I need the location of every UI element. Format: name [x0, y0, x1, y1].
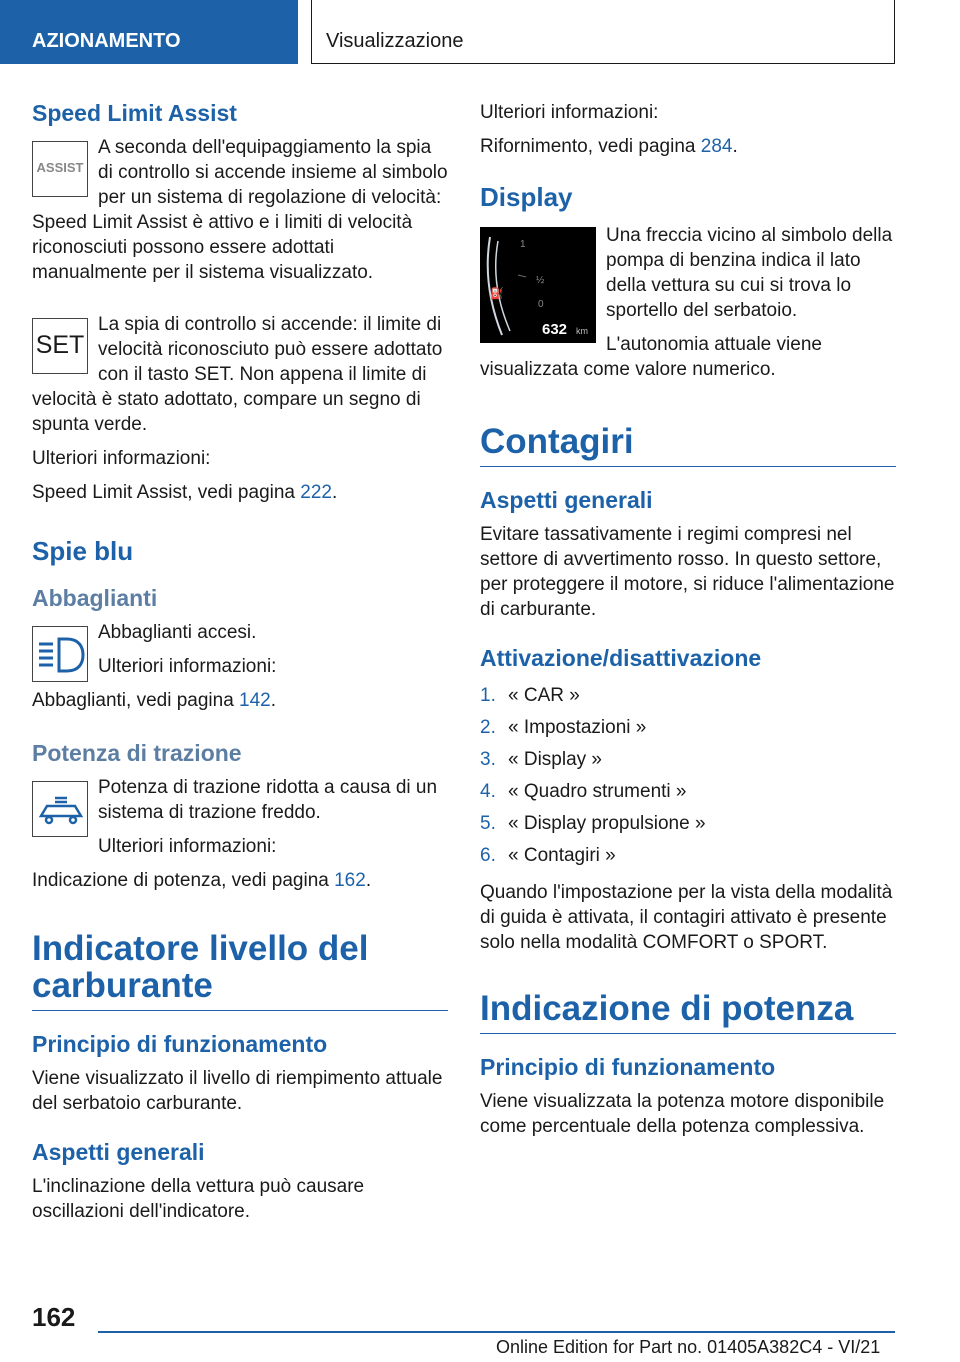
range-unit: km	[576, 326, 588, 336]
fuel-principio-text: Viene visualizzato il livello di riempimento attuale del serbatoio carburante.	[32, 1068, 443, 1114]
display-heading: Display	[480, 182, 573, 212]
abbaglianti-text: Abbaglianti accesi.	[98, 622, 257, 643]
page-number: 162	[32, 1302, 76, 1332]
set-icon	[32, 318, 88, 374]
abbaglianti-more: Ulteriori informazioni:	[98, 656, 277, 677]
fuel-principio-heading: Principio di funzionamento	[32, 1031, 328, 1057]
list-item: 2. « Impostazioni »	[480, 717, 647, 738]
potenza-trazione-ref: Indicazione di potenza, vedi pagina 162.	[32, 870, 372, 891]
section-title: Visualizzazione	[311, 0, 895, 64]
assist-icon	[32, 141, 88, 197]
gauge-tick-1: 1	[520, 239, 526, 250]
potenza-trazione-more: Ulteriori informazioni:	[98, 836, 277, 857]
set-icon-label: SET	[35, 331, 85, 359]
attivazione-heading: Attivazione/disattivazione	[480, 645, 762, 671]
abbaglianti-heading: Abbaglianti	[32, 585, 158, 611]
list-item: 4. « Quadro strumenti »	[480, 781, 687, 802]
fuel-aspetti-text: L'inclinazione della vettura può causare oscillazioni dell'indicatore.	[32, 1176, 365, 1222]
contagiri-note: Quando l'impostazione per la vista della modalità di guida è attivata, il contagiri attivato è presente solo nella modalità COMFORT o SPORT.	[480, 882, 893, 953]
gauge-tick-0: 0	[538, 299, 544, 310]
gauge-tick-half: ½	[536, 275, 545, 286]
page-link-284[interactable]: 284	[700, 136, 733, 157]
page-link-142[interactable]: 142	[239, 690, 271, 711]
list-item: 1. « CAR »	[480, 685, 580, 706]
assist-icon-label: ASSIST	[36, 160, 84, 175]
left-column	[32, 100, 448, 1233]
page-link-222[interactable]: 222	[300, 482, 332, 503]
fuel-aspetti-heading: Aspetti generali	[32, 1139, 205, 1165]
potenza-principio-text: Viene visualizzata la potenza motore disponibile come percentuale della potenza complessiva.	[480, 1091, 885, 1137]
traction-power-icon	[32, 781, 88, 837]
list-item: 3. « Display »	[480, 749, 602, 770]
range-value: 632	[542, 321, 568, 338]
list-item: 5. « Display propulsione »	[480, 813, 706, 834]
svg-text:⛽: ⛽	[490, 288, 504, 300]
speed-limit-para1: A seconda dell'equipaggiamento la spia di controllo si accende insieme al simbolo per un sistema di regolazione di velocità: Speed Limit Assist è attivo e i limiti di velocità riconosciuti possono essere adottati manualmente per il sistema visualizzato.	[32, 137, 448, 283]
contagiri-aspetti-text: Evitare tassativamente i regimi compresi nel settore di avvertimento rosso. In questo settore, per proteggere il motore, si riduce l'alimentazione di carburante.	[480, 524, 895, 620]
speed-limit-ref: Speed Limit Assist, vedi pagina 222.	[32, 482, 338, 503]
speed-limit-heading: Speed Limit Assist	[32, 100, 237, 126]
fuel-level-heading: Indicatore livello del carburante	[32, 930, 448, 1011]
footer-divider	[98, 1331, 895, 1333]
page-link-162[interactable]: 162	[334, 870, 366, 891]
spie-blu-heading: Spie blu	[32, 536, 134, 566]
abbaglianti-ref: Abbaglianti, vedi pagina 142.	[32, 690, 277, 711]
contagiri-aspetti-heading: Aspetti generali	[480, 487, 653, 513]
chapter-tab: AZIONAMENTO	[0, 0, 298, 64]
list-item: 6. « Contagiri »	[480, 845, 616, 866]
contagiri-heading: Contagiri	[480, 423, 896, 467]
potenza-trazione-text: Potenza di trazione ridotta a causa di un sistema di trazione freddo.	[98, 777, 438, 823]
display-para2: L'autonomia attuale viene visualizzata come valore numerico.	[480, 334, 822, 380]
right-column	[480, 100, 896, 1148]
speed-limit-more: Ulteriori informazioni:	[32, 448, 211, 469]
high-beam-icon	[32, 626, 88, 682]
fuel-ref: Rifornimento, vedi pagina 284.	[480, 136, 738, 157]
potenza-principio-heading: Principio di funzionamento	[480, 1054, 776, 1080]
display-para1: Una freccia vicino al simbolo della pompa di benzina indica il lato della vettura su cui si trova lo sportello del serbatoio.	[606, 225, 893, 321]
steps-list	[480, 680, 896, 872]
fuel-gauge-image	[480, 227, 596, 343]
footer-edition: Online Edition for Part no. 01405A382C4 - VI/21	[496, 1337, 881, 1357]
speed-limit-para2: La spia di controllo si accende: il limite di velocità riconosciuto può essere adottato con il tasto SET. Non appena il limite di velocità è stato adottato, compare un segno di spunta verde.	[32, 314, 443, 435]
fuel-more: Ulteriori informazioni:	[480, 102, 659, 123]
potenza-trazione-heading: Potenza di trazione	[32, 740, 242, 766]
potenza-heading: Indicazione di potenza	[480, 990, 896, 1034]
